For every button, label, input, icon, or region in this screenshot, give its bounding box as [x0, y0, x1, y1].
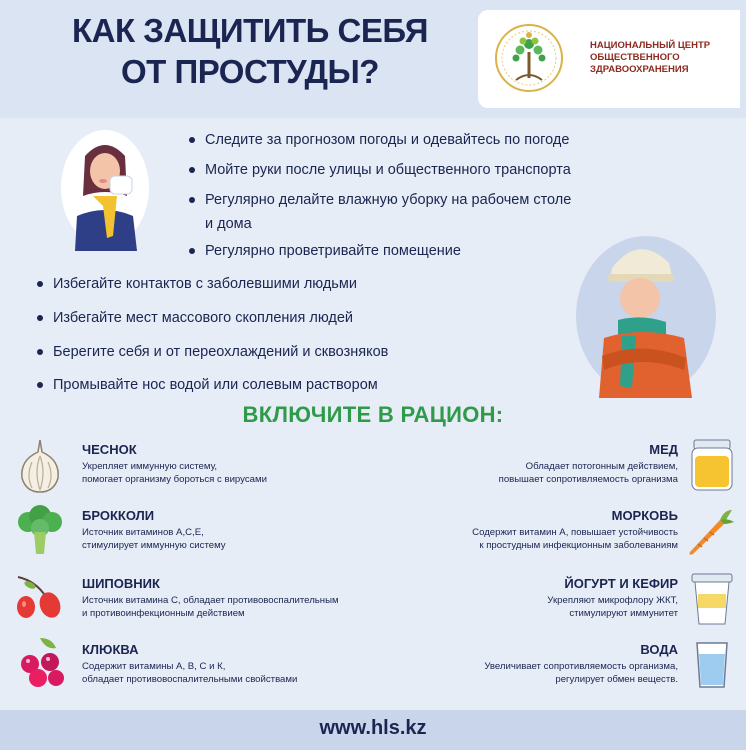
food-item: МЕД Обладает потогонным действием, повышает сопротивляемость организма [498, 442, 678, 485]
ncph-emblem-icon [494, 22, 564, 94]
title-line-2: ОТ ПРОСТУДЫ? [121, 53, 379, 90]
footer [0, 710, 746, 750]
bullet [37, 382, 43, 388]
title-line-1: КАК ЗАЩИТИТЬ СЕБЯ [71, 12, 428, 49]
food-item: ВОДА Увеличивает сопротивляемость организма, регулирует обмен веществ. [484, 642, 678, 685]
yogurt-icon [690, 572, 734, 626]
tip-item: Берегите себя и от переохлаждений и сквозняков [37, 342, 388, 362]
tip-item: Мойте руки после улицы и общественного транспорта [189, 160, 571, 180]
header [0, 0, 746, 118]
tip-item: Регулярно проветривайте помещение [189, 241, 461, 261]
bullet [189, 248, 195, 254]
cranberry-icon [16, 634, 68, 690]
food-item: МОРКОВЬ Содержит витамин А, повышает устойчивость к простудным инфекционным заболеваниям [472, 508, 678, 551]
food-item: ШИПОВНИК Источник витамина С, обладает противовоспалительным и противоинфекционным действием [82, 576, 339, 619]
bullet [189, 197, 195, 203]
bullet [37, 281, 43, 287]
page-title [30, 10, 470, 92]
water-glass-icon [694, 640, 730, 690]
carrot-icon [684, 506, 736, 558]
content [0, 118, 746, 710]
website-link[interactable]: www.hls.kz [319, 717, 427, 739]
food-item: ЧЕСНОК Укрепляет иммунную систему, помогает организму бороться с вирусами [82, 442, 267, 485]
logo-line-1: НАЦИОНАЛЬНЫЙ ЦЕНТР [590, 40, 711, 51]
bullet [189, 167, 195, 173]
bullet [37, 349, 43, 355]
tip-item: Следите за прогнозом погоды и одевайтесь по погоде [189, 130, 569, 150]
tip-item: Избегайте контактов с заболевшими людьми [37, 274, 357, 294]
food-item: КЛЮКВА Содержит витамины А, В, С и К, обладает противовоспалительными свойствами [82, 642, 298, 685]
tips-list [0, 118, 746, 408]
logo-text [590, 40, 735, 76]
food-item: ЙОГУРТ И КЕФИР Укрепляют микрофлору ЖКТ, стимулируют иммунитет [547, 576, 678, 619]
honey-jar-icon [690, 438, 734, 492]
bullet [189, 137, 195, 143]
diet-heading: ВКЛЮЧИТЕ В РАЦИОН: [242, 402, 504, 427]
rosehip-icon [12, 571, 68, 625]
bullet [37, 315, 43, 321]
tip-item: Регулярно делайте влажную уборку на рабочем столе [189, 190, 571, 210]
food-item: БРОККОЛИ Источник витаминов А,С,Е, стимулирует иммунную систему [82, 508, 226, 551]
logo-card [478, 10, 740, 108]
tip-item-continuation: и дома [205, 216, 252, 232]
tip-item: Промывайте нос водой или солевым раствором [37, 375, 378, 395]
tip-item: Избегайте мест массового скопления людей [37, 308, 353, 328]
garlic-icon [14, 438, 66, 494]
logo-line-2: ОБЩЕСТВЕННОГО [590, 52, 680, 63]
logo-line-3: ЗДРАВООХРАНЕНИЯ [590, 64, 689, 75]
broccoli-icon [14, 504, 66, 556]
